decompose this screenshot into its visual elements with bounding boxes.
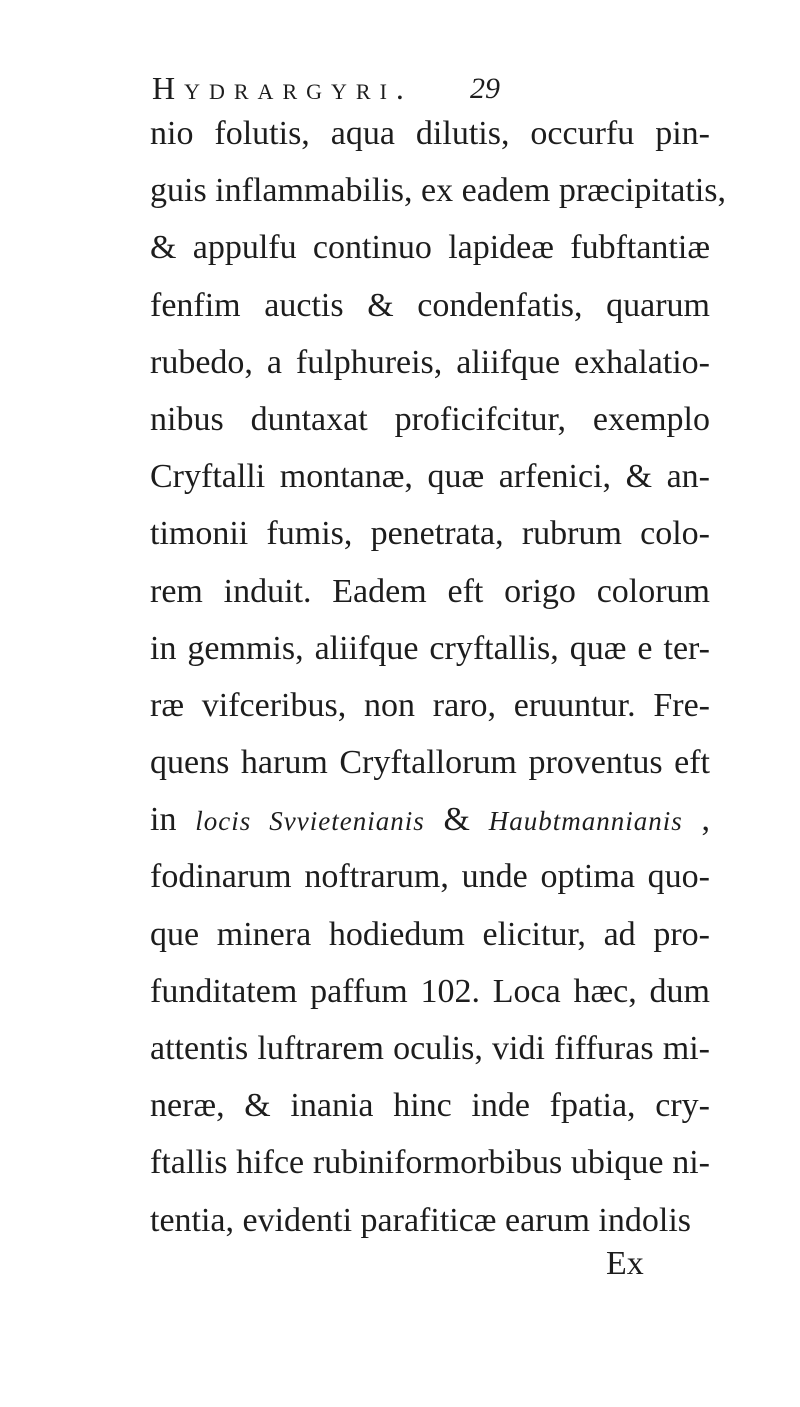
running-title: Hydrargyri. <box>152 70 413 106</box>
text-line: funditatem paffum 102. Loca hæc, dum <box>150 972 710 1010</box>
text-line: Cryftalli montanæ, quæ arfenici, & an- <box>150 458 710 496</box>
text-line: ftallis hifce rubiniformorbibus ubique ni- <box>150 1144 710 1182</box>
text-line: nio folutis, aqua dilutis, occurfu pin- <box>150 115 710 152</box>
line-text-pre: in <box>150 801 196 839</box>
text-line: rubedo, a fulphureis, aliifque exhalatio- <box>150 343 710 381</box>
text-line-with-italics <box>150 791 710 848</box>
text-line: que minera hodiedum elicitur, ad pro- <box>150 915 710 953</box>
text-line: timonii fumis, penetrata, rubrum colo- <box>150 515 710 553</box>
page-header <box>140 70 700 110</box>
text-line: attentis luftrarem oculis, vidi fiffuras mi- <box>150 1030 710 1067</box>
italic-place-name: locis Svvietenianis <box>195 806 425 837</box>
text-line: fodinarum noftrarum, unde optima quo- <box>150 858 710 896</box>
text-line: fenfim auctis & condenfatis, quarum <box>150 286 710 324</box>
text-line: tentia, evidenti parafiticæ earum indolis <box>150 1201 691 1239</box>
catchword: Ex <box>606 1245 644 1282</box>
text-line: quens harum Cryftallorum proventus eft <box>150 744 710 782</box>
italic-place-name: Haubtmannianis <box>488 806 683 837</box>
page-number: 29 <box>470 72 500 105</box>
text-line: in gemmis, aliifque cryftallis, quæ e ter- <box>150 629 710 667</box>
text-line: neræ, & inania hinc inde fpatia, cry- <box>150 1087 710 1125</box>
text-line: & appulfu continuo lapideæ fubftantiæ <box>150 229 710 267</box>
text-line: ræ vifceribus, non raro, eruuntur. Fre- <box>150 686 710 724</box>
text-line: nibus duntaxat proficifcitur, exemplo <box>150 400 710 438</box>
text-line: rem induit. Eadem eft origo colorum <box>150 572 710 610</box>
text-line: guis inflammabilis, ex eadem præcipitatis, <box>150 172 726 210</box>
line-text-mid: & <box>424 801 489 839</box>
body-text <box>150 105 726 1249</box>
line-text-post: , <box>682 801 710 839</box>
